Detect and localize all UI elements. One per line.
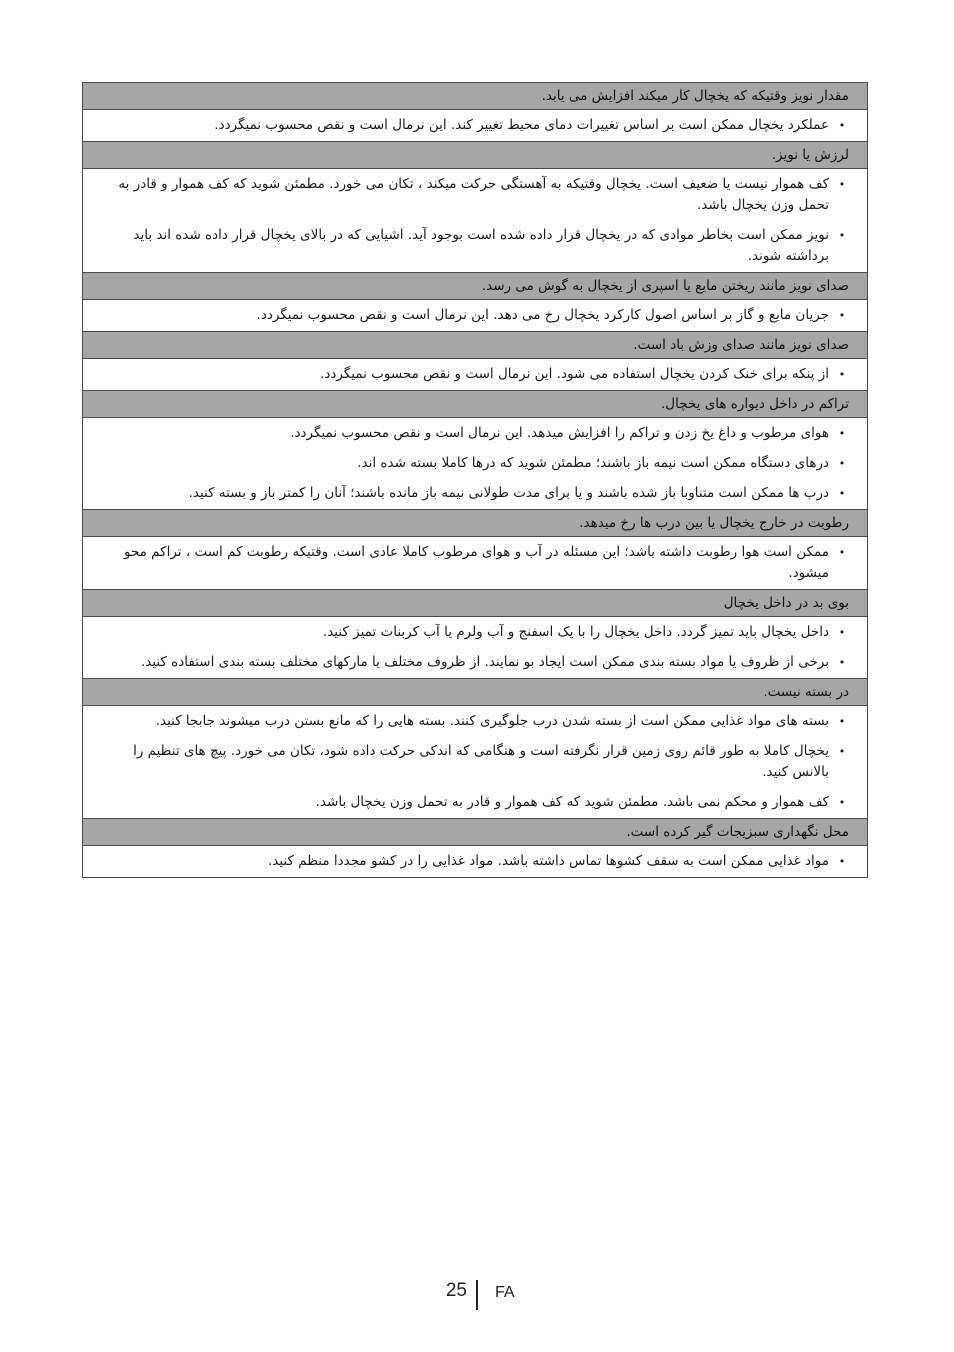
- solution-text: کف هموار نیست یا ضعیف است. یخچال وقتیکه به آهستگی حرکت میکند ، تکان می خورد. مطمئن شوید که کف هموار و قادر به تحمل وزن یخچال باشد.: [118, 176, 829, 213]
- solution-text: هوای مرطوب و داغ یخ زدن و تراکم را افزایش میدهد. این نرمال است و نقص محسوب نمیگردد.: [290, 425, 829, 441]
- solution-item: [83, 709, 867, 734]
- problem-heading: صدای نویز مانند ریختن مایع یا اسپری از یخچال به گوش می رسد.: [83, 273, 867, 300]
- solution-list: [83, 359, 867, 391]
- solution-item: [83, 739, 867, 785]
- bullet-icon: •: [838, 229, 846, 242]
- problem-section: [83, 83, 867, 142]
- solution-item: [83, 849, 867, 874]
- solution-item: [83, 303, 867, 328]
- problem-section: [83, 142, 867, 273]
- troubleshooting-table: [82, 82, 868, 878]
- footer-divider: [476, 1280, 478, 1310]
- page-footer: [0, 1278, 954, 1312]
- solution-list: [83, 418, 867, 510]
- bullet-icon: •: [838, 368, 846, 381]
- solution-list: [83, 110, 867, 142]
- solution-text: عملکرد یخچال ممکن است بر اساس تغییرات دمای محیط تغییر کند. این نرمال است و نقص محسوب نمیگردد.: [214, 117, 829, 133]
- solution-list: [83, 300, 867, 332]
- solution-item: [83, 421, 867, 446]
- solution-text: درهای دستگاه ممکن است نیمه باز باشند؛ مطمئن شوید که درها کاملا بسته شده اند.: [357, 455, 829, 471]
- solution-list: [83, 617, 867, 679]
- problem-heading: در بسته نیست.: [83, 679, 867, 706]
- solution-text: جریان مایع و گاز بر اساس اصول کارکرد یخچال رخ می دهد. این نرمال است و نقص محسوب نمیگردد.: [256, 307, 829, 323]
- solution-item: [83, 540, 867, 586]
- solution-list: [83, 169, 867, 273]
- problem-section: [83, 332, 867, 391]
- solution-list: [83, 706, 867, 819]
- problem-heading: محل نگهداری سبزیجات گیر کرده است.: [83, 819, 867, 846]
- solution-text: برخی از ظروف یا مواد بسته بندی ممکن است ایجاد بو نمایند. از ظروف مختلف یا مارکهای مختلف بسته بندی استفاده کنید.: [140, 654, 829, 670]
- problem-heading: بوی بد در داخل یخچال: [83, 590, 867, 617]
- solution-item: [83, 620, 867, 645]
- bullet-icon: •: [838, 119, 846, 132]
- bullet-icon: •: [838, 855, 846, 868]
- solution-list: [83, 846, 867, 877]
- solution-text: از پنکه برای خنک کردن یخچال استفاده می شود. این نرمال است و نقص محسوب نمیگردد.: [320, 366, 829, 382]
- solution-text: بسته های مواد غذایی ممکن است از بسته شدن درب جلوگیری کنند. بسته هایی را که مانع بستن درب میشوند جابجا کنید.: [155, 713, 829, 729]
- bullet-icon: •: [838, 626, 846, 639]
- solution-item: [83, 362, 867, 387]
- solution-text: مواد غذایی ممکن است به سقف کشوها تماس داشته باشد. مواد غذایی را در کشو مجددا منظم کنید.: [267, 853, 829, 869]
- problem-heading: تراکم در داخل دیواره های یخچال.: [83, 391, 867, 418]
- solution-item: [83, 451, 867, 476]
- problem-heading: لرزش یا نویز.: [83, 142, 867, 169]
- solution-text: داخل یخچال باید تمیز گردد. داخل یخچال را با یک اسفنج و آب ولرم یا آب کربنات تمیز کنید.: [322, 624, 829, 640]
- bullet-icon: •: [838, 457, 846, 470]
- solution-list: [83, 537, 867, 590]
- bullet-icon: •: [838, 656, 846, 669]
- solution-text: درب ها ممکن است متناوبا باز شده باشند و یا برای مدت طولانی نیمه باز مانده باشند؛ آنان را کمتر باز و بسته کنید.: [188, 485, 829, 501]
- page-number: 25: [445, 1280, 467, 1301]
- problem-section: [83, 819, 867, 877]
- solution-item: [83, 481, 867, 506]
- bullet-icon: •: [838, 427, 846, 440]
- solution-item: [83, 172, 867, 218]
- bullet-icon: •: [838, 715, 846, 728]
- solution-item: [83, 223, 867, 269]
- problem-section: [83, 590, 867, 679]
- problem-heading: صدای نویز مانند صدای وزش باد است.: [83, 332, 867, 359]
- problem-section: [83, 391, 867, 510]
- bullet-icon: •: [838, 309, 846, 322]
- solution-text: کف هموار و محکم نمی باشد. مطمئن شوید که کف هموار و قادر به تحمل وزن یخچال باشد.: [315, 794, 829, 810]
- solution-item: [83, 650, 867, 675]
- solution-text: ممکن است هوا رطوبت داشته باشد؛ این مسئله در آب و هوای مرطوب کاملا عادی است. وقتیکه رطوبت کم است ، تراکم محو میشود.: [123, 544, 829, 581]
- bullet-icon: •: [838, 487, 846, 500]
- problem-section: [83, 510, 867, 590]
- bullet-icon: •: [838, 745, 846, 758]
- problem-heading: مقدار نویز وقتیکه که یخچال کار میکند افزایش می یابد.: [83, 83, 867, 110]
- solution-item: [83, 113, 867, 138]
- problem-section: [83, 679, 867, 819]
- solution-text: نویز ممکن است بخاطر موادی که در یخچال قرار داده شده است بوجود آید. اشیایی که در بالای یخچال قرار داده شده اند باید برداشته شوند.: [133, 227, 829, 264]
- problem-section: [83, 273, 867, 332]
- solution-text: یخچال کاملا به طور قائم روی زمین قرار نگرفته است و هنگامی که اندکی حرکت داده شود، تکان می خورد. پیچ های تنظیم را بالانس کنید.: [133, 743, 829, 780]
- language-code: FA: [495, 1284, 515, 1301]
- solution-item: [83, 790, 867, 815]
- bullet-icon: •: [838, 546, 846, 559]
- bullet-icon: •: [838, 178, 846, 191]
- problem-heading: رطوبت در خارج یخچال یا بین درب ها رخ میدهد.: [83, 510, 867, 537]
- bullet-icon: •: [838, 796, 846, 809]
